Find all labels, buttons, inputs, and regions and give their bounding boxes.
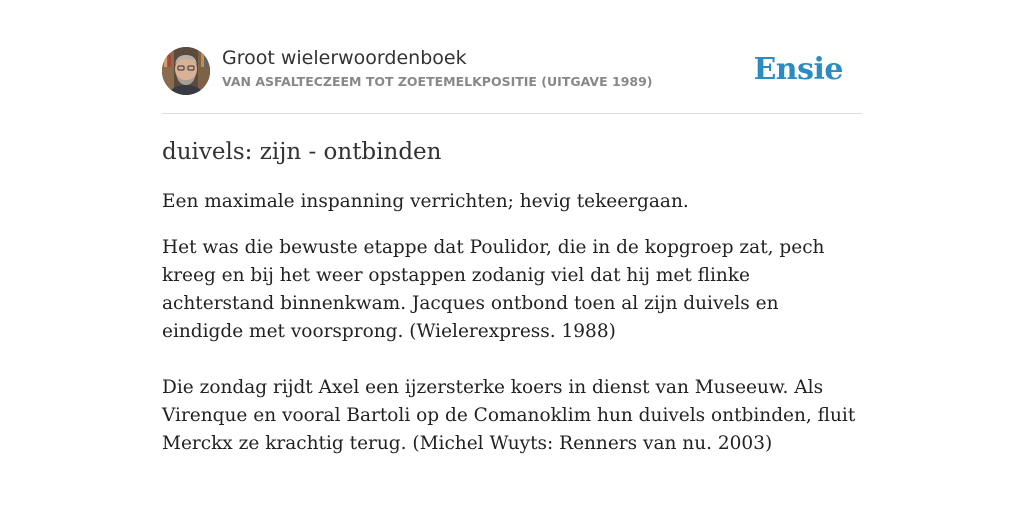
entry-definition: Een maximale inspanning verrichten; hevig tekeergaan. [162, 191, 689, 212]
book-title[interactable]: Groot wielerwoordenboek [222, 47, 467, 69]
example-quote: Het was die bewuste etappe dat Poulidor, die in de kopgroep zat, pech kreeg en bij het weer opstappen zodanig viel dat hij met flinke achterstand binnenkwam. Jacques ontbond toen al zijn duivels en eindigde met voorsprong. (Wielerexpress. 1988) [162, 237, 825, 342]
entry-card [162, 46, 862, 458]
entry-title: duivels: zijn - ontbinden [162, 139, 442, 165]
book-header [162, 46, 862, 114]
brand-logo[interactable]: Ensie [753, 52, 843, 87]
example-quote: Die zondag rijdt Axel een ijzersterke koers in dienst van Museeuw. Als Virenque en vooral Bartoli op de Comanoklim hun duivels ontbinden, fluit Merckx ze krachtig terug. (Michel Wuyts: Renners van nu. 2003) [162, 377, 856, 454]
book-subtitle: VAN ASFALTECZEEM TOT ZOETEMELKPOSITIE (UITGAVE 1989) [222, 74, 653, 89]
author-portrait-icon[interactable] [162, 47, 210, 95]
